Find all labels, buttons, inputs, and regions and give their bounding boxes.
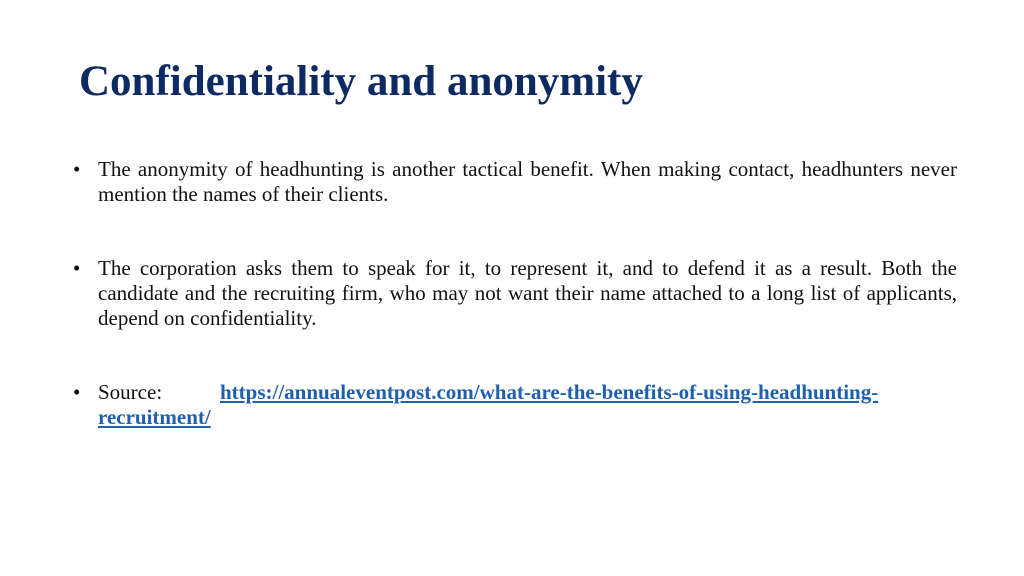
bullet-text: The anonymity of headhunting is another tactical benefit. When making contact, headhunters never mention the names of their clients. bbox=[98, 157, 957, 206]
bullet-list bbox=[73, 157, 957, 430]
bullet-dot-icon: • bbox=[73, 380, 81, 404]
bullet-item-source bbox=[73, 380, 957, 430]
slide-title: Confidentiality and anonymity bbox=[79, 58, 643, 105]
source-label: Source: bbox=[98, 380, 163, 404]
bullet-item-confidentiality bbox=[73, 256, 957, 331]
source-link[interactable]: https://annualeventpost.com/what-are-the-benefits-of-using-headhunting-recruitment/ bbox=[98, 380, 879, 429]
bullet-dot-icon: • bbox=[73, 256, 81, 280]
bullet-item-anonymity bbox=[73, 157, 957, 207]
bullet-dot-icon: • bbox=[73, 157, 81, 181]
bullet-text: The corporation asks them to speak for it, to represent it, and to defend it as a result. Both the candidate and the recruiting firm, who may not want their name attached to a long list of applicants, depend on confidentiality. bbox=[98, 256, 957, 330]
